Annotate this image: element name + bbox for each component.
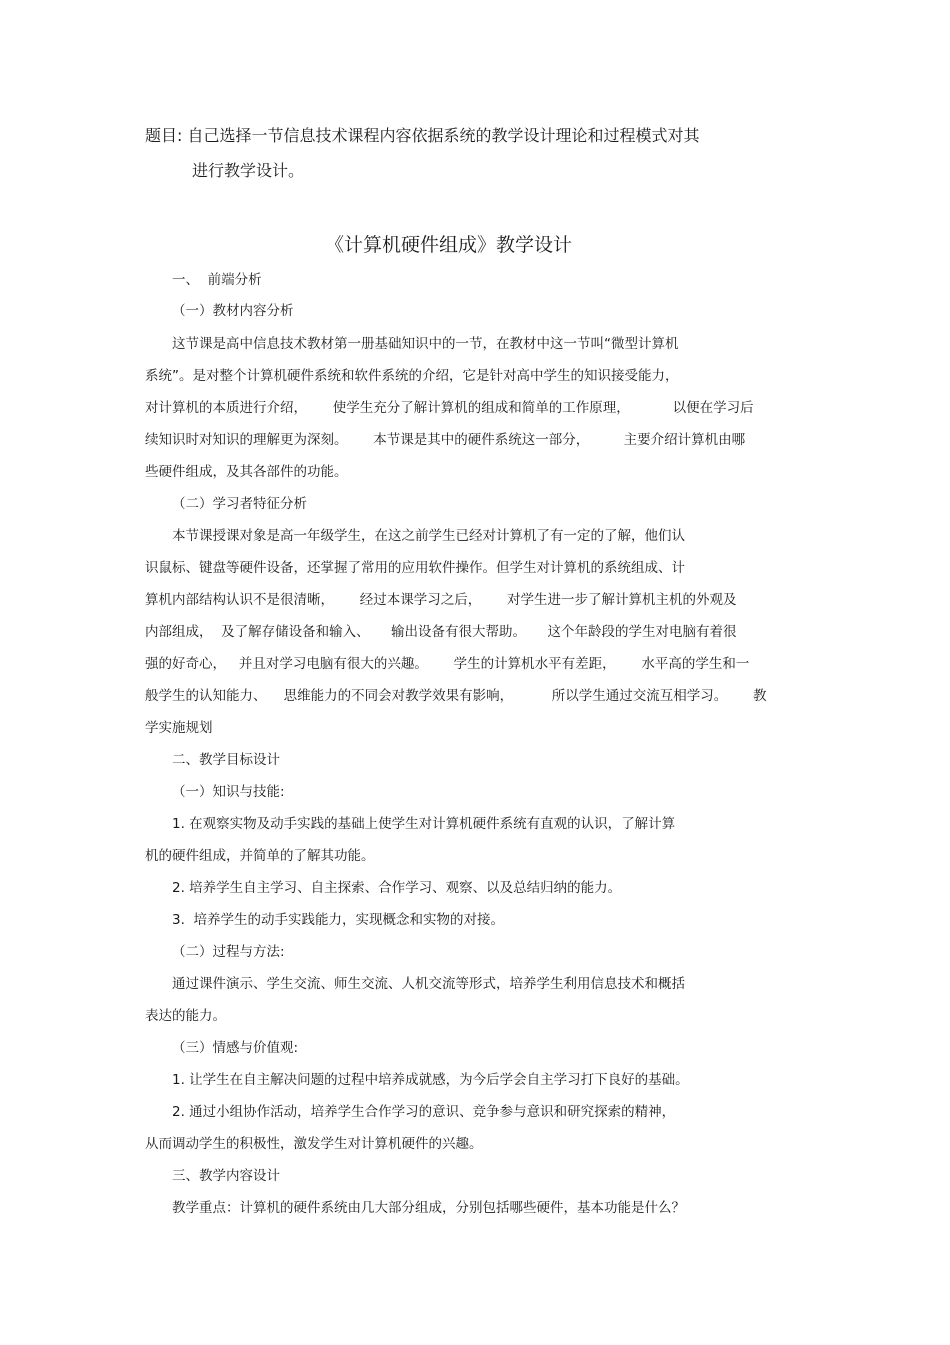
section-heading-2: 二、教学目标设计 <box>172 752 280 768</box>
list-item: 1. 让学生在自主解决问题的过程中培养成就感，为今后学会自主学习打下良好的基础。 <box>172 1072 689 1088</box>
list-item: 2. 通过小组协作活动，培养学生合作学习的意识、竞争参与意识和研究探索的精神， <box>172 1104 676 1120</box>
paragraph-line: 内部组成， 及了解存储设备和输入、 输出设备有很大帮助。 这个年龄段的学生对电脑有着很 <box>145 624 737 640</box>
subsection-heading: （一）知识与技能: <box>172 784 285 800</box>
subsection-heading: （一）教材内容分析 <box>172 303 294 319</box>
topic-line-1: 题目: 自己选择一节信息技术课程内容依据系统的教学设计理论和过程模式对其 <box>145 126 700 145</box>
paragraph-line: 教学重点：计算机的硬件系统由几大部分组成，分别包括哪些硬件，基本功能是什么？ <box>172 1200 685 1216</box>
section-heading-1: 一、 前端分析 <box>172 272 262 288</box>
paragraph-line: 些硬件组成，及其各部件的功能。 <box>145 464 348 480</box>
paragraph-line: 算机内部结构认识不是很清晰， 经过本课学习之后， 对学生进一步了解计算机主机的外观及 <box>145 592 737 608</box>
topic-line-2: 进行教学设计。 <box>192 161 305 180</box>
paragraph-line: 强的好奇心， 并且对学习电脑有很大的兴趣。 学生的计算机水平有差距， 水平高的学生和一 <box>145 656 750 672</box>
paragraph-line: 识鼠标、键盘等硬件设备，还掌握了常用的应用软件操作。但学生对计算机的系统组成、计 <box>145 560 685 576</box>
list-item: 3. 培养学生的动手实践能力，实现概念和实物的对接。 <box>172 912 504 928</box>
paragraph-line: 续知识时对知识的理解更为深刻。 本节课是其中的硬件系统这一部分， 主要介绍计算机由哪 <box>145 432 746 448</box>
paragraph-line: 系统”。是对整个计算机硬件系统和软件系统的介绍，它是针对高中学生的知识接受能力， <box>145 368 679 384</box>
paragraph-line: 学实施规划 <box>145 720 213 736</box>
paragraph-line: 本节课授课对象是高一年级学生，在这之前学生已经对计算机了有一定的了解，他们认 <box>172 528 685 544</box>
list-item: 1. 在观察实物及动手实践的基础上使学生对计算机硬件系统有直观的认识，了解计算 <box>172 816 676 832</box>
section-heading-3: 三、教学内容设计 <box>172 1168 280 1184</box>
subsection-heading: （二）学习者特征分析 <box>172 496 307 512</box>
paragraph-line: 这节课是高中信息技术教材第一册基础知识中的一节，在教材中这一节叫“微型计算机 <box>172 336 679 352</box>
list-item-continuation: 从而调动学生的积极性，激发学生对计算机硬件的兴趣。 <box>145 1136 483 1152</box>
document-title: 《计算机硬件组成》教学设计 <box>325 234 573 256</box>
paragraph-line: 通过课件演示、学生交流、师生交流、人机交流等形式，培养学生利用信息技术和概括 <box>172 976 685 992</box>
list-item-continuation: 机的硬件组成，并简单的了解其功能。 <box>145 848 375 864</box>
paragraph-line: 对计算机的本质进行介绍， 使学生充分了解计算机的组成和简单的工作原理， 以便在学习后 <box>145 400 754 416</box>
subsection-heading: （三）情感与价值观: <box>172 1040 299 1056</box>
paragraph-line: 般学生的认知能力、 思维能力的不同会对教学效果有影响， 所以学生通过交流互相学习。 教 <box>145 688 767 704</box>
list-item: 2. 培养学生自主学习、自主探索、合作学习、观察、以及总结归纳的能力。 <box>172 880 622 896</box>
paragraph-line: 表达的能力。 <box>145 1008 226 1024</box>
subsection-heading: （二）过程与方法: <box>172 944 285 960</box>
